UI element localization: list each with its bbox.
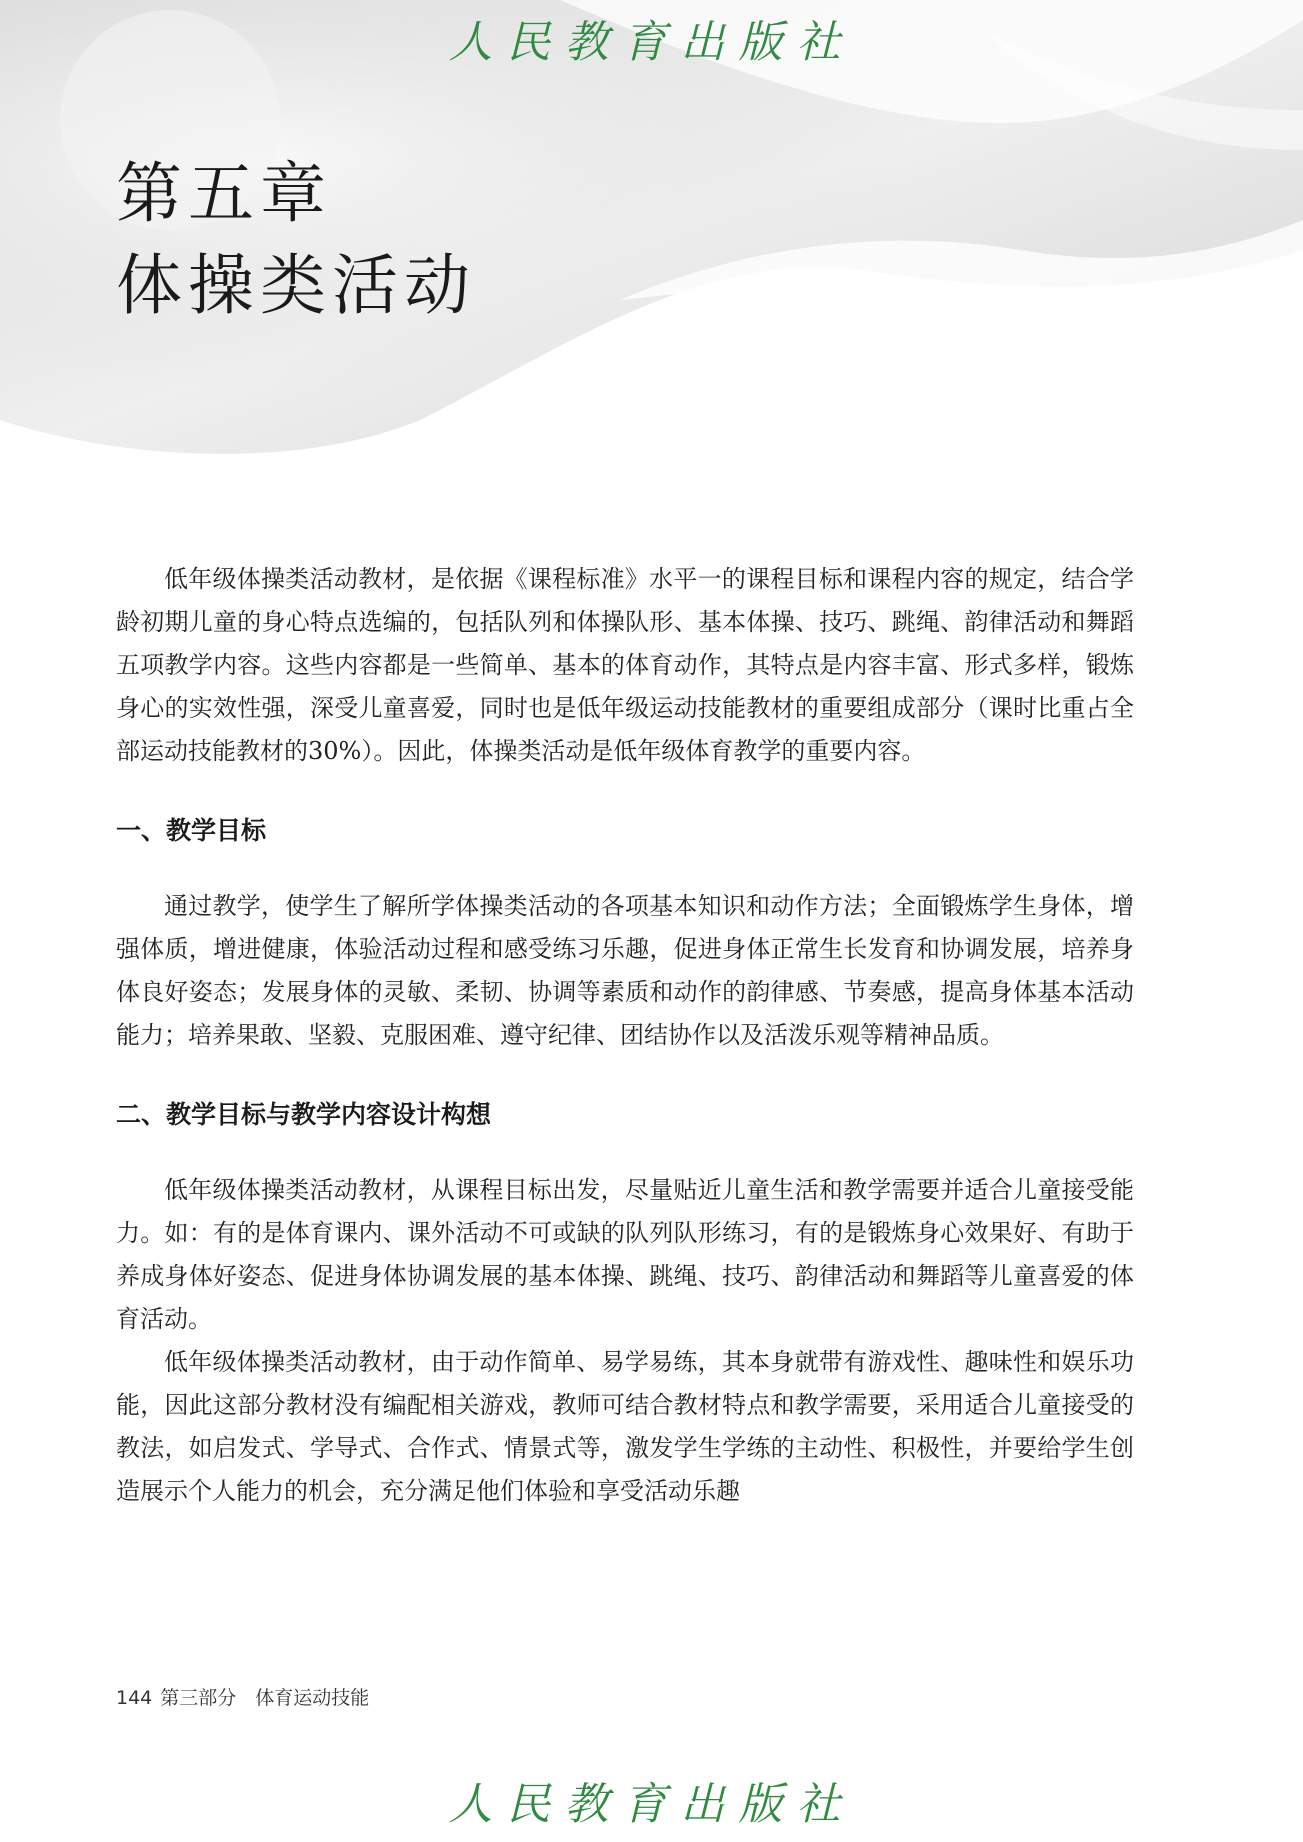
section-heading-1: 一、教学目标 — [116, 816, 267, 845]
section-2-paragraph-2: 低年级体操类活动教材，由于动作简单、易学易练，其本身就带有游戏性、趣味性和娱乐功能，因此这部分教材没有编配相关游戏，教师可结合教材特点和教学需要，采用适合儿童接受的教法，如启发式、学导式、合作式、情景式等，激发学生学练的主动性、积极性，并要给学生创造展示个人能力的机会，充分满足他们体验和享受活动乐趣 — [116, 1348, 1134, 1505]
chapter-number: 第五章 — [116, 155, 332, 232]
publisher-logo-top: 人民教育出版社 — [448, 17, 855, 68]
footer-section: 第三部分 体育运动技能 — [160, 1687, 370, 1709]
section-1-paragraph-1: 通过教学，使学生了解所学体操类活动的各项基本知识和动作方法；全面锻炼学生身体，增强体质，增进健康，体验活动过程和感受练习乐趣，促进身体正常生长发育和协调发展，培养身体良好姿态；发展身体的灵敏、柔韧、协调等素质和动作的韵律感、节奏感，提高身体基本活动能力；培养果敢、坚毅、克服困难、遵守纪律、团结协作以及活泼乐观等精神品质。 — [116, 892, 1134, 1049]
section-2-paragraph-1: 低年级体操类活动教材，从课程目标出发，尽量贴近儿童生活和教学需要并适合儿童接受能力。如：有的是体育课内、课外活动不可或缺的队列队形练习，有的是锻炼身心效果好、有助于养成身体好姿态、促进身体协调发展的基本体操、跳绳、技巧、韵律活动和舞蹈等儿童喜爱的体育活动。 — [116, 1176, 1134, 1333]
page-footer — [116, 1683, 369, 1710]
chapter-title: 体操类活动 — [116, 247, 476, 324]
intro-paragraph: 低年级体操类活动教材，是依据《课程标准》水平一的课程目标和课程内容的规定，结合学龄初期儿童的身心特点选编的，包括队列和体操队形、基本体操、技巧、跳绳、韵律活动和舞蹈五项教学内容。这些内容都是一些简单、基本的体育动作，其特点是内容丰富、形式多样，锻炼身心的实效性强，深受儿童喜爱，同时也是低年级运动技能教材的重要组成部分（课时比重占全部运动技能教材的30%）。因此，体操类活动是低年级体育教学的重要内容。 — [116, 565, 1134, 765]
publisher-logo-bottom: 人民教育出版社 — [448, 1779, 855, 1830]
page-number: 144 — [116, 1687, 153, 1709]
body-text — [116, 558, 1134, 1513]
section-heading-2: 二、教学目标与教学内容设计构想 — [116, 1100, 492, 1129]
